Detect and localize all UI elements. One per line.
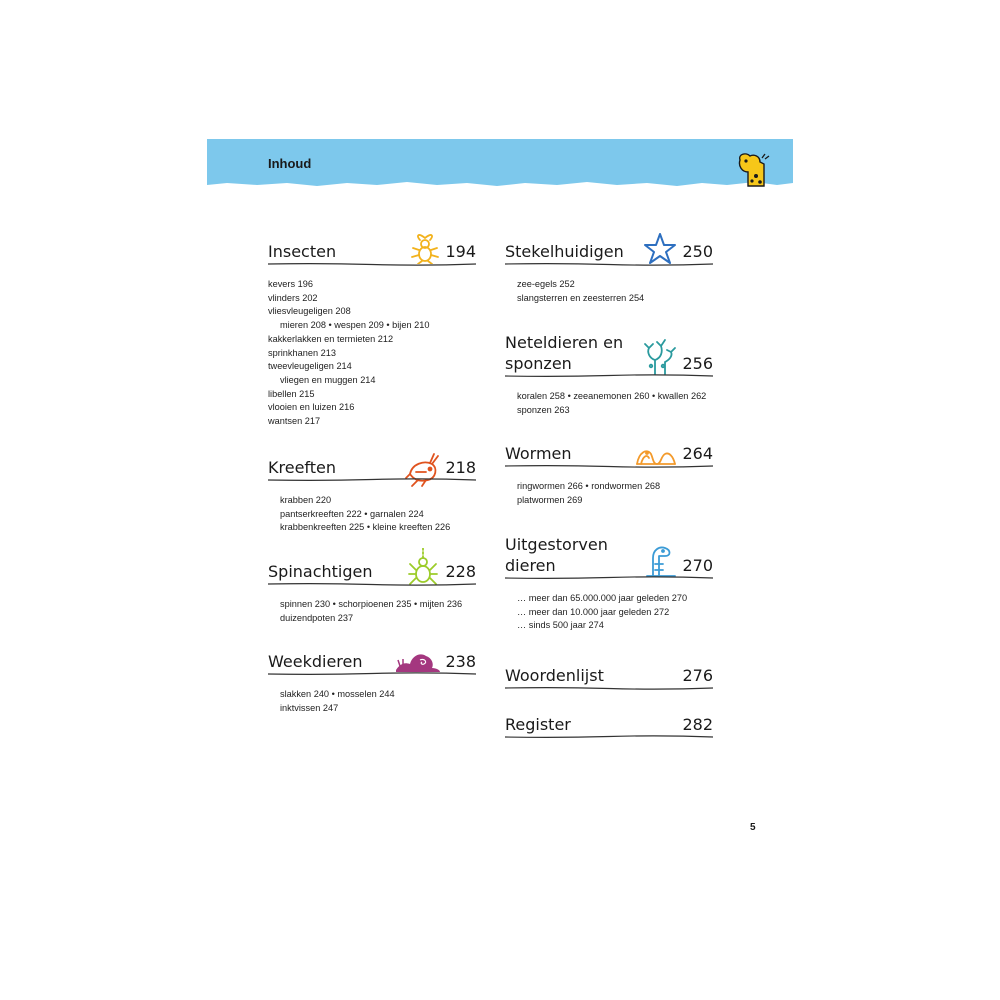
section-page: 276 xyxy=(682,666,713,685)
list-item[interactable]: vlinders 202 xyxy=(268,292,318,303)
section-page: 238 xyxy=(445,652,476,671)
section-kreeften[interactable] xyxy=(268,452,476,535)
section-neteldieren[interactable] xyxy=(505,330,713,417)
section-title: Register xyxy=(505,715,571,734)
section-title-line2: dieren xyxy=(505,556,556,575)
section-title-line2: sponzen xyxy=(505,354,572,373)
section-rule xyxy=(268,672,476,676)
list-item[interactable]: libellen 215 xyxy=(268,388,315,399)
giraffe-icon xyxy=(734,150,774,188)
section-rule xyxy=(505,735,713,739)
list-item[interactable]: … meer dan 10.000 jaar geleden 272 xyxy=(517,606,670,617)
shrimp-icon xyxy=(404,452,442,488)
page-number: 5 xyxy=(750,822,756,833)
snail-icon xyxy=(394,648,442,674)
section-page: 282 xyxy=(682,715,713,734)
list-item[interactable]: krabben 220 xyxy=(280,495,332,505)
list-item[interactable]: kevers 196 xyxy=(268,279,313,289)
list-item[interactable]: … sinds 500 jaar 274 xyxy=(517,620,604,631)
section-title: Spinachtigen xyxy=(268,562,373,581)
worm-icon xyxy=(635,444,677,466)
section-page: 228 xyxy=(445,562,476,581)
list-item[interactable]: zee-egels 252 xyxy=(517,279,575,289)
list-item[interactable]: tweevleugeligen 214 xyxy=(268,361,352,372)
section-title: Weekdieren xyxy=(268,652,363,671)
section-rule xyxy=(505,686,713,690)
list-item[interactable]: spinnen 230 • schorpioenen 235 • mijten 236 xyxy=(280,599,463,609)
section-title xyxy=(505,534,608,576)
section-rule xyxy=(268,262,476,266)
list-item[interactable]: wantsen 217 xyxy=(268,416,321,427)
section-page: 194 xyxy=(445,242,476,261)
section-page: 218 xyxy=(445,458,476,477)
section-title-line1: Neteldieren en xyxy=(505,333,624,352)
list-item[interactable]: sprinkhanen 213 xyxy=(268,347,336,358)
list-item[interactable]: platwormen 269 xyxy=(517,494,583,505)
list-item[interactable]: vliegen en muggen 214 xyxy=(280,374,376,385)
section-woordenlijst[interactable] xyxy=(505,660,713,688)
list-item[interactable]: kakkerlakken en termieten 212 xyxy=(268,333,394,344)
section-title: Insecten xyxy=(268,242,337,261)
list-item[interactable]: mieren 208 • wespen 209 • bijen 210 xyxy=(280,320,430,331)
section-rule xyxy=(505,464,713,468)
list-item[interactable]: slangsterren en zeesterren 254 xyxy=(517,292,645,303)
page-title: Inhoud xyxy=(268,156,312,171)
list-item[interactable]: duizendpoten 237 xyxy=(280,612,354,623)
section-register[interactable] xyxy=(505,709,713,737)
section-page: 250 xyxy=(682,242,713,261)
list-item[interactable]: inktvissen 247 xyxy=(280,702,339,713)
section-rule xyxy=(268,478,476,482)
section-weekdieren[interactable] xyxy=(268,646,476,715)
section-rule xyxy=(505,576,713,580)
list-item[interactable]: … meer dan 65.000.000 jaar geleden 270 xyxy=(517,593,688,603)
section-page: 264 xyxy=(682,444,713,463)
list-item[interactable]: pantserkreeften 222 • garnalen 224 xyxy=(280,508,424,519)
list-item[interactable]: slakken 240 • mosselen 244 xyxy=(280,689,395,699)
section-title: Stekelhuidigen xyxy=(505,242,624,261)
section-rule xyxy=(268,582,476,586)
section-stekelhuidigen[interactable] xyxy=(505,236,713,305)
section-title: Woordenlijst xyxy=(505,666,604,685)
section-title-line1: Uitgestorven xyxy=(505,535,608,554)
section-spinachtigen[interactable] xyxy=(268,556,476,625)
list-item[interactable]: ringwormen 266 • rondwormen 268 xyxy=(517,481,661,491)
list-item[interactable]: vlooien en luizen 216 xyxy=(268,402,355,413)
section-wormen[interactable] xyxy=(505,438,713,507)
list-item[interactable]: sponzen 263 xyxy=(517,404,570,415)
insect-icon xyxy=(410,230,440,264)
coral-icon xyxy=(643,338,677,376)
starfish-icon xyxy=(643,232,677,266)
section-uitgestorven[interactable] xyxy=(505,532,713,633)
section-title: Wormen xyxy=(505,444,572,463)
list-item[interactable]: koralen 258 • zeeanemonen 260 • kwallen 262 xyxy=(517,391,707,401)
list-item[interactable]: krabbenkreeften 225 • kleine kreeften 226 xyxy=(280,522,451,533)
section-title: Kreeften xyxy=(268,458,337,477)
section-insecten[interactable] xyxy=(268,236,476,429)
section-title xyxy=(505,332,623,374)
section-rule xyxy=(505,374,713,378)
dinosaur-icon xyxy=(645,544,677,578)
section-page: 270 xyxy=(682,556,713,575)
section-page: 256 xyxy=(682,354,713,373)
list-item[interactable]: vliesvleugeligen 208 xyxy=(268,306,351,317)
section-rule xyxy=(505,262,713,266)
